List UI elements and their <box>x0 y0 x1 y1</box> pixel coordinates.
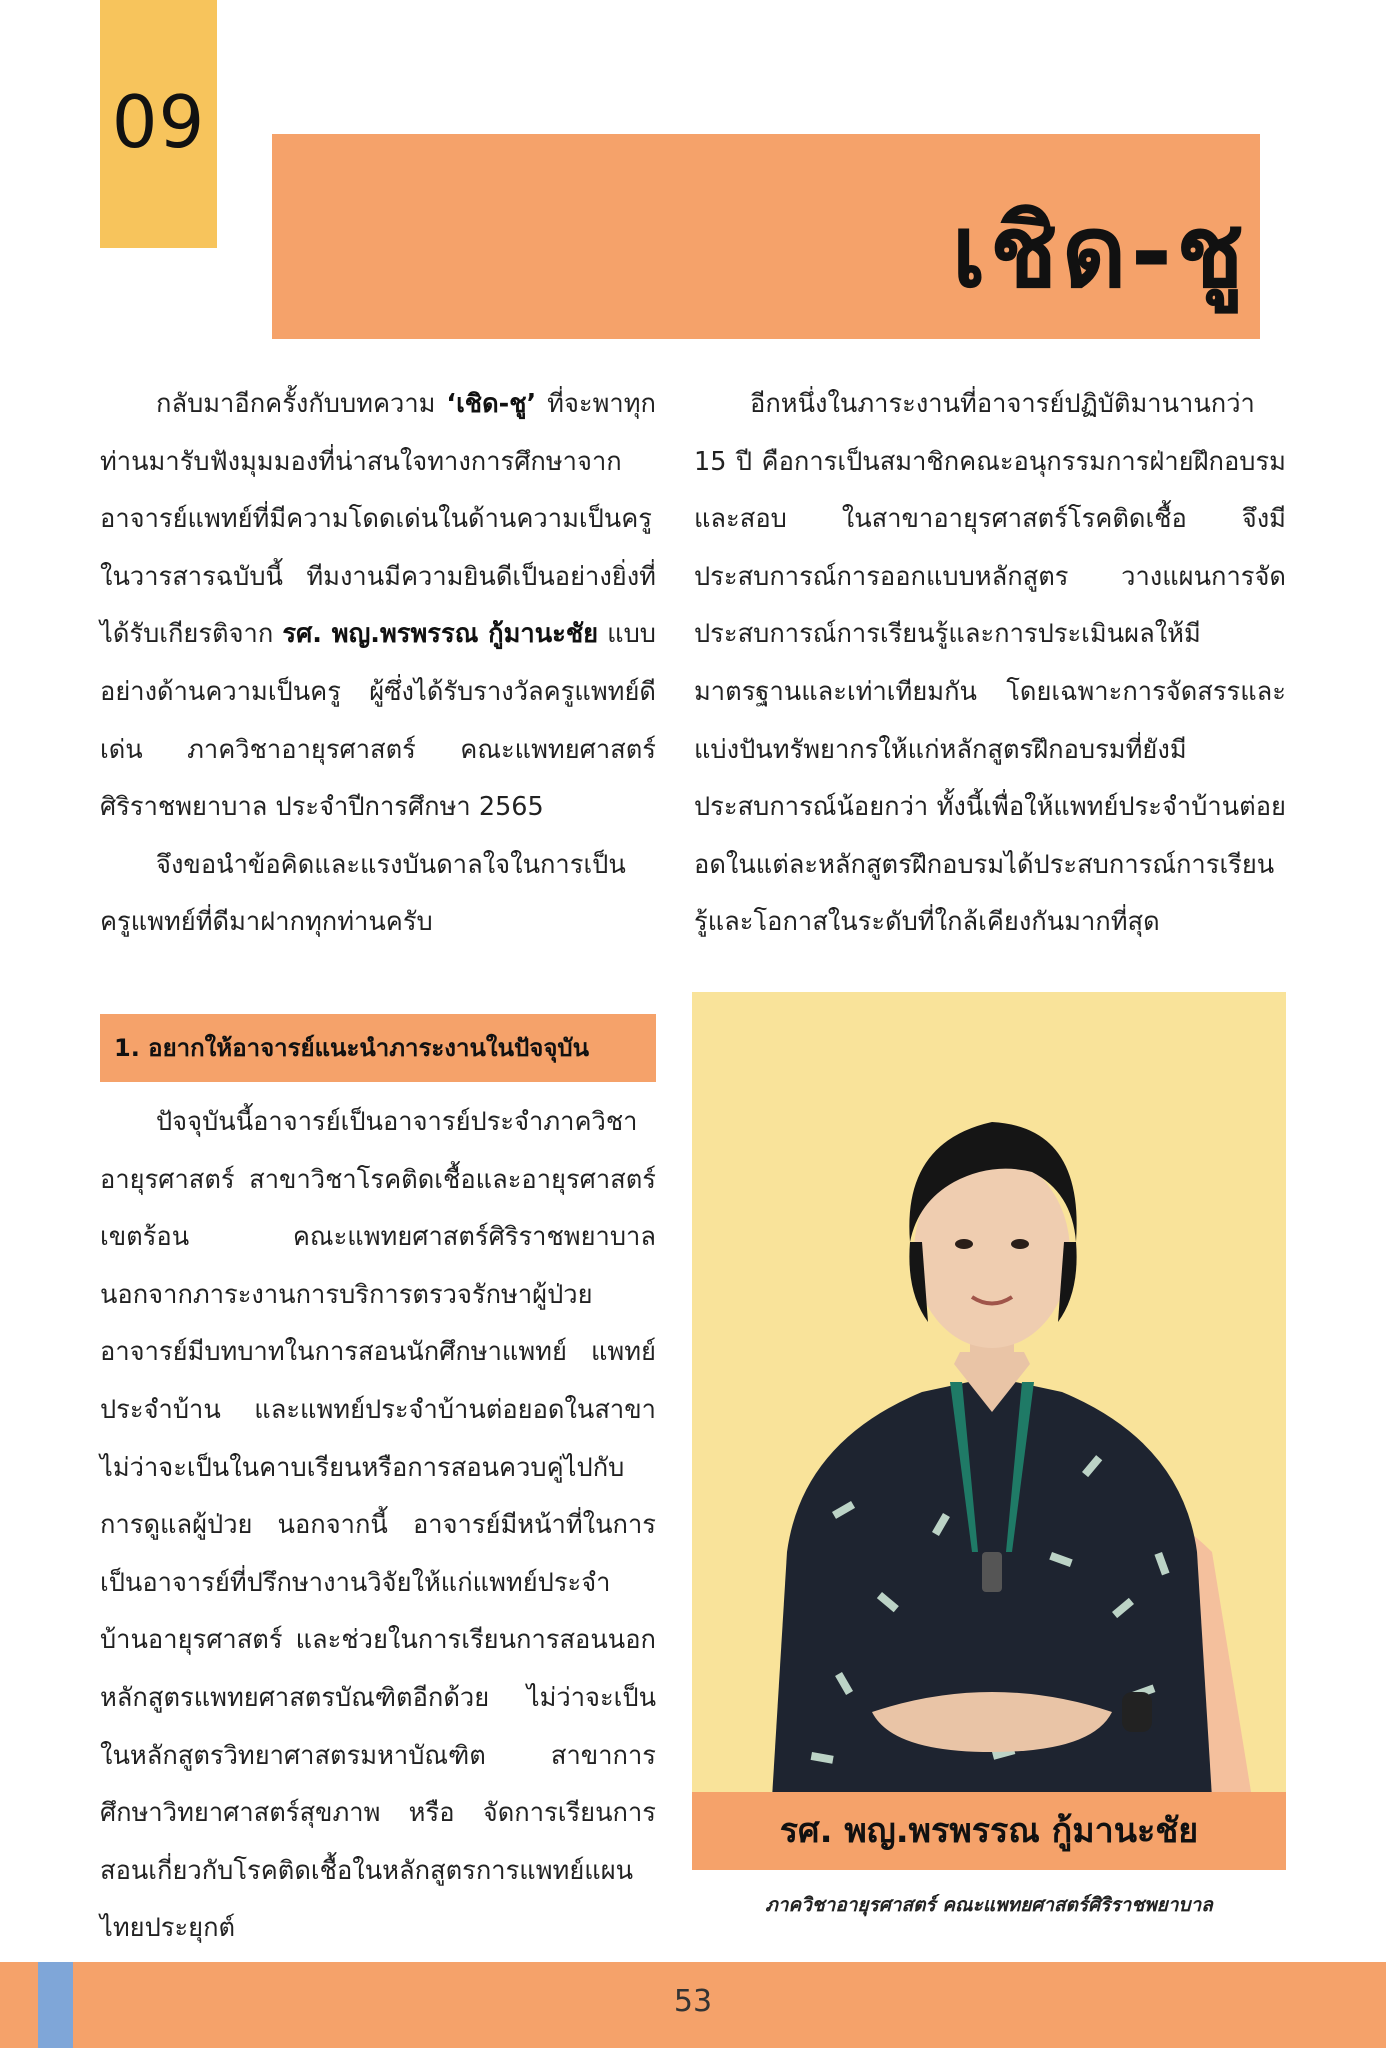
portrait-photo <box>692 992 1286 1798</box>
page-title: เชิด-ชู <box>951 193 1248 310</box>
intro-text-2: ที่จะพาทุกท่านมารับฟังมุมมองที่น่าสนใจทางการศึกษาจากอาจารย์แพทย์ที่มีความโดดเด่นในด้านความเป็นครู ในวารสารฉบับนี้ ทีมงานมีความยินดีเป็นอย่างยิ่งที่ได้รับเกียรติจาก <box>100 389 656 650</box>
intro-paragraph-2: จึงขอนำข้อคิดและแรงบันดาลใจในการเป็นครูแพทย์ที่ดีมาฝากทุกท่านครับ <box>100 849 626 938</box>
portrait-illustration <box>692 992 1286 1798</box>
section-1-paragraph: ปัจจุบันนี้อาจารย์เป็นอาจารย์ประจำภาควิชาอายุรศาสตร์ สาขาวิชาโรคติดเชื้อและอายุรศาสตร์เขตร้อน คณะแพทยศาสตร์ศิริราชพยาบาล นอกจากภาระงานการบริการตรวจรักษาผู้ป่วย อาจารย์มีบทบาทในการสอนนักศึกษาแพทย์ แพทย์ประจำบ้าน และแพทย์ประจำบ้านต่อยอดในสาขา ไม่ว่าจะเป็นในคาบเรียนหรือการสอนควบคู่ไปกับการดูแลผู้ป่วย นอกจากนี้ อาจารย์มีหน้าที่ในการเป็นอาจารย์ที่ปรึกษางานวิจัยให้แก่แพทย์ประจำบ้านอายุรศาสตร์ และช่วยในการเรียนการสอนนอกหลักสูตรแพทยศาสตรบัณฑิตอีกด้วย ไม่ว่าจะเป็นในหลักสูตรวิทยาศาสตรมหาบัณฑิต สาขาการศึกษาวิทยาศาสตร์สุขภาพ หรือ จัดการเรียนการสอนเกี่ยวกับโรคติดเชื้อในหลักสูตรการแพทย์แผนไทยประยุกต์ <box>100 1107 656 1944</box>
honoree-name-highlight: รศ. พญ.พรพรรณ กู้มานะชัย <box>282 619 599 650</box>
photo-subcaption: ภาควิชาอายุรศาสตร์ คณะแพทยศาสตร์ศิริราชพยาบาล <box>765 1894 1213 1916</box>
left-column-intro <box>100 376 656 952</box>
section-1-heading: 1. อยากให้อาจารย์แนะนำภาระงานในปัจจุบัน <box>100 1014 656 1082</box>
photo-caption: รศ. พญ.พรพรรณ กู้มานะชัย <box>692 1792 1286 1870</box>
intro-paragraph <box>100 376 656 837</box>
intro-text-1: กลับมาอีกครั้งกับบทความ <box>156 389 447 419</box>
intro-text-3: แบบอย่างด้านความเป็นครู ผู้ซึ่งได้รับรางวัลครูแพทย์ดีเด่น ภาควิชาอายุรศาสตร์ คณะแพทยศาสตร์ศิริราชพยาบาล ประจำปีการศึกษา 2565 <box>100 619 656 823</box>
right-column-paragraph: อีกหนึ่งในภาระงานที่อาจารย์ปฏิบัติมานานกว่า 15 ปี คือการเป็นสมาชิกคณะอนุกรรมการฝ่ายฝึกอบรมและสอบ ในสาขาอายุรศาสตร์โรคติดเชื้อ จึงมีประสบการณ์การออกแบบหลักสูตร วางแผนการจัดประสบการณ์การเรียนรู้และการประเมินผลให้มีมาตรฐานและเท่าเทียมกัน โดยเฉพาะการจัดสรรและแบ่งปันทรัพยากรให้แก่หลักสูตรฝึกอบรมที่ยังมีประสบการณ์น้อยกว่า ทั้งนี้เพื่อให้แพทย์ประจำบ้านต่อยอดในแต่ละหลักสูตรฝึกอบรมได้ประสบการณ์การเรียนรู้และโอกาสในระดับที่ใกล้เคียงกันมากที่สุด <box>694 389 1286 938</box>
page-number: 53 <box>673 1984 713 2019</box>
right-column <box>694 376 1286 952</box>
column-name-highlight: ‘เชิด-ชู’ <box>446 389 537 419</box>
issue-number-box <box>100 0 217 248</box>
section-1-body <box>100 1094 656 1958</box>
issue-number: 09 <box>111 80 206 164</box>
title-banner <box>272 134 1260 339</box>
